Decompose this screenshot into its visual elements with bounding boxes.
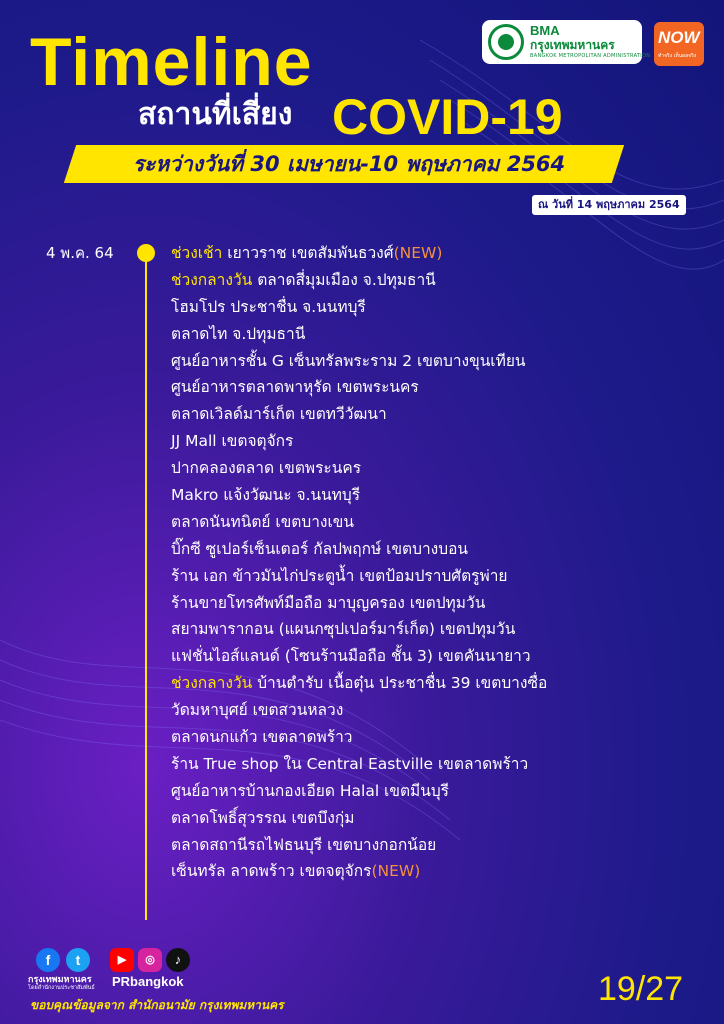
date-range-text: ระหว่างวันที่ 30 เมษายน-10 พฤษภาคม 2564 xyxy=(132,152,566,176)
page-title: Timeline xyxy=(30,24,313,100)
list-item xyxy=(171,643,711,670)
instagram-icon[interactable]: ◎ xyxy=(138,948,162,972)
list-item xyxy=(171,670,711,697)
list-item xyxy=(171,697,711,724)
list-item xyxy=(171,858,711,885)
bma-logo-subtitle: BANGKOK METROPOLITAN ADMINISTRATION xyxy=(530,53,651,59)
list-item xyxy=(171,724,711,751)
twitter-icon[interactable]: t xyxy=(66,948,90,972)
as-of-badge: ณ วันที่ 14 พฤษภาคม 2564 xyxy=(532,195,686,215)
list-item xyxy=(171,509,711,536)
time-of-day: ช่วงเช้า xyxy=(171,244,223,262)
location-text: Makro แจ้งวัฒนะ จ.นนทบุรี xyxy=(171,486,361,505)
time-of-day: ช่วงกลางวัน xyxy=(171,270,253,289)
credit-text: ขอบคุณข้อมูลจาก สำนักอนามัย กรุงเทพมหานคร xyxy=(30,998,284,1012)
org-name: กรุงเทพมหานคร xyxy=(28,975,92,985)
subtitle-thai: สถานที่เสี่ยง xyxy=(138,97,293,132)
org-subtitle: โดยสำนักงานประชาสัมพันธ์ xyxy=(28,985,95,991)
timeline-line xyxy=(145,252,147,920)
location-text: JJ Mall เขตจตุจักร xyxy=(171,432,294,451)
list-item xyxy=(171,590,711,617)
location-text: เซ็นทรัล ลาดพร้าว เขตจตุจักร xyxy=(171,862,372,881)
location-text: ตลาดโพธิ์สุวรรณ เขตบึงกุ่ม xyxy=(171,808,355,827)
bma-logo xyxy=(482,20,651,64)
list-item xyxy=(171,482,711,509)
location-text: ปากคลองตลาด เขตพระนคร xyxy=(171,459,362,478)
subtitle-covid: COVID-19 xyxy=(332,89,563,145)
location-text: เยาวราช เขตสัมพันธวงศ์ xyxy=(227,244,394,262)
list-item xyxy=(171,563,711,590)
bma-logo-name: กรุงเทพมหานคร xyxy=(530,38,615,52)
list-item xyxy=(171,401,711,428)
page-number: 19/27 xyxy=(598,970,684,1008)
location-text: แฟชั่นไอส์แลนด์ (โซนร้านมือถือ ชั้น 3) เขตคันนายาว xyxy=(171,647,531,666)
youtube-icon[interactable]: ▶ xyxy=(110,948,134,972)
location-text: ตลาดสี่มุมเมือง จ.ปทุมธานี xyxy=(257,270,436,289)
location-text: ตลาดสถานีรถไฟธนบุรี เขตบางกอกน้อย xyxy=(171,835,437,854)
location-text: ตลาดไท จ.ปทุมธานี xyxy=(171,324,306,343)
list-item xyxy=(171,428,711,455)
social-handle[interactable]: PRbangkok xyxy=(112,974,184,989)
list-item xyxy=(171,374,711,401)
timeline-dot xyxy=(137,244,155,262)
location-text: ตลาดนกแก้ว เขตลาดพร้าว xyxy=(171,728,353,747)
location-text: ศูนย์อาหารบ้านกองเอียด Halal เขตมีนบุรี xyxy=(171,781,449,800)
list-item xyxy=(171,294,711,321)
location-text: โฮมโปร ประชาชื่น จ.นนทบุรี xyxy=(171,297,366,316)
now-logo-subtitle: ทำจริง เห็นผลจริง xyxy=(658,53,697,59)
tiktok-icon[interactable]: ♪ xyxy=(166,948,190,972)
facebook-icon[interactable]: f xyxy=(36,948,60,972)
location-text: ศูนย์อาหารชั้น G เซ็นทรัลพระราม 2 เขตบางขุนเทียน xyxy=(171,351,526,370)
list-item xyxy=(171,616,711,643)
list-item xyxy=(171,751,711,778)
location-text: ร้านขายโทรศัพท์มือถือ มาบุญครอง เขตปทุมวัน xyxy=(171,593,486,612)
timeline-list xyxy=(171,240,711,885)
location-text: สยามพารากอน (แผนกซุปเปอร์มาร์เก็ต) เขตปทุมวัน xyxy=(171,620,516,639)
list-item xyxy=(171,805,711,832)
location-text: บ้านตำรับ เนื้อตุ๋น ประชาชื่น 39 เขตบางซื่อ xyxy=(257,674,548,693)
timeline-date: 4 พ.ค. 64 xyxy=(46,244,114,262)
list-item xyxy=(171,240,711,267)
bma-logo-code: BMA xyxy=(530,23,560,38)
list-item xyxy=(171,536,711,563)
now-logo xyxy=(654,22,704,66)
now-logo-text: NOW xyxy=(658,28,700,47)
location-text: บิ๊กซี ซูเปอร์เซ็นเตอร์ กัลปพฤกษ์ เขตบางบอน xyxy=(171,539,468,558)
location-text: วัดมหาบุศย์ เขตสวนหลวง xyxy=(171,701,344,720)
list-item xyxy=(171,778,711,805)
location-text: ศูนย์อาหารตลาดพาหุรัด เขตพระนคร xyxy=(171,378,419,397)
location-text: ตลาดเวิลด์มาร์เก็ต เขตทวีวัฒนา xyxy=(171,405,387,424)
list-item xyxy=(171,267,711,294)
location-text: ร้าน True shop ใน Central Eastville เขตลาดพร้าว xyxy=(171,754,529,773)
location-text: ร้าน เอก ข้าวมันไก่ประตูน้ำ เขตป้อมปราบศัตรูพ่าย xyxy=(171,566,508,585)
list-item xyxy=(171,832,711,859)
new-tag: (NEW) xyxy=(393,244,443,262)
time-of-day: ช่วงกลางวัน xyxy=(171,674,253,693)
location-text: ตลาดนันทนิตย์ เขตบางเขน xyxy=(171,512,354,531)
list-item xyxy=(171,455,711,482)
new-tag: (NEW) xyxy=(371,862,421,881)
list-item xyxy=(171,348,711,375)
bma-seal-icon xyxy=(488,24,524,60)
list-item xyxy=(171,321,711,348)
